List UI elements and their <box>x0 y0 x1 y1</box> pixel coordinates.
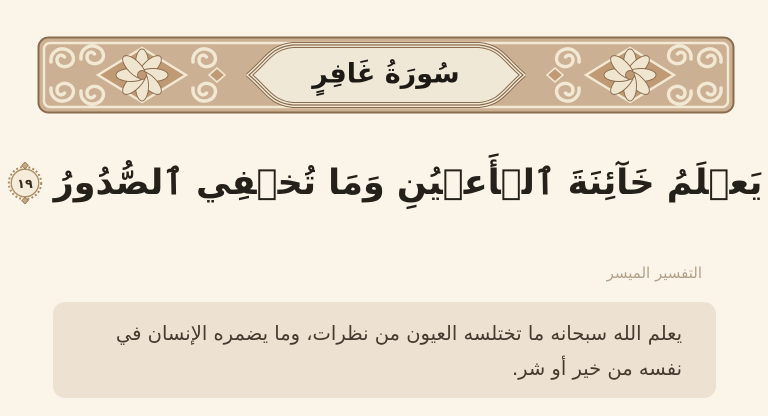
verse-row[interactable] <box>0 138 768 228</box>
verse-text[interactable]: يَعۡلَمُ خَآئِنَةَ ٱلۡأَعۡيُنِ وَمَا تُخۡفِي ٱلصُّدُورُ <box>53 163 763 203</box>
verse-number-medallion-icon <box>6 161 44 209</box>
tafsir-box <box>53 302 716 398</box>
tafsir-text: يعلم الله سبحانه ما تختلسه العيون من نظرات، وما يضمره الإنسان في نفسه من خير أو شر. <box>115 322 682 380</box>
ornamental-border-icon <box>37 36 735 114</box>
verse-number: ١٩ <box>16 177 33 193</box>
tafsir-source-label: التفسير الميسر <box>606 264 702 282</box>
surah-title: سُورَةُ غَافِرٍ <box>312 58 460 90</box>
surah-header-banner <box>37 36 735 114</box>
